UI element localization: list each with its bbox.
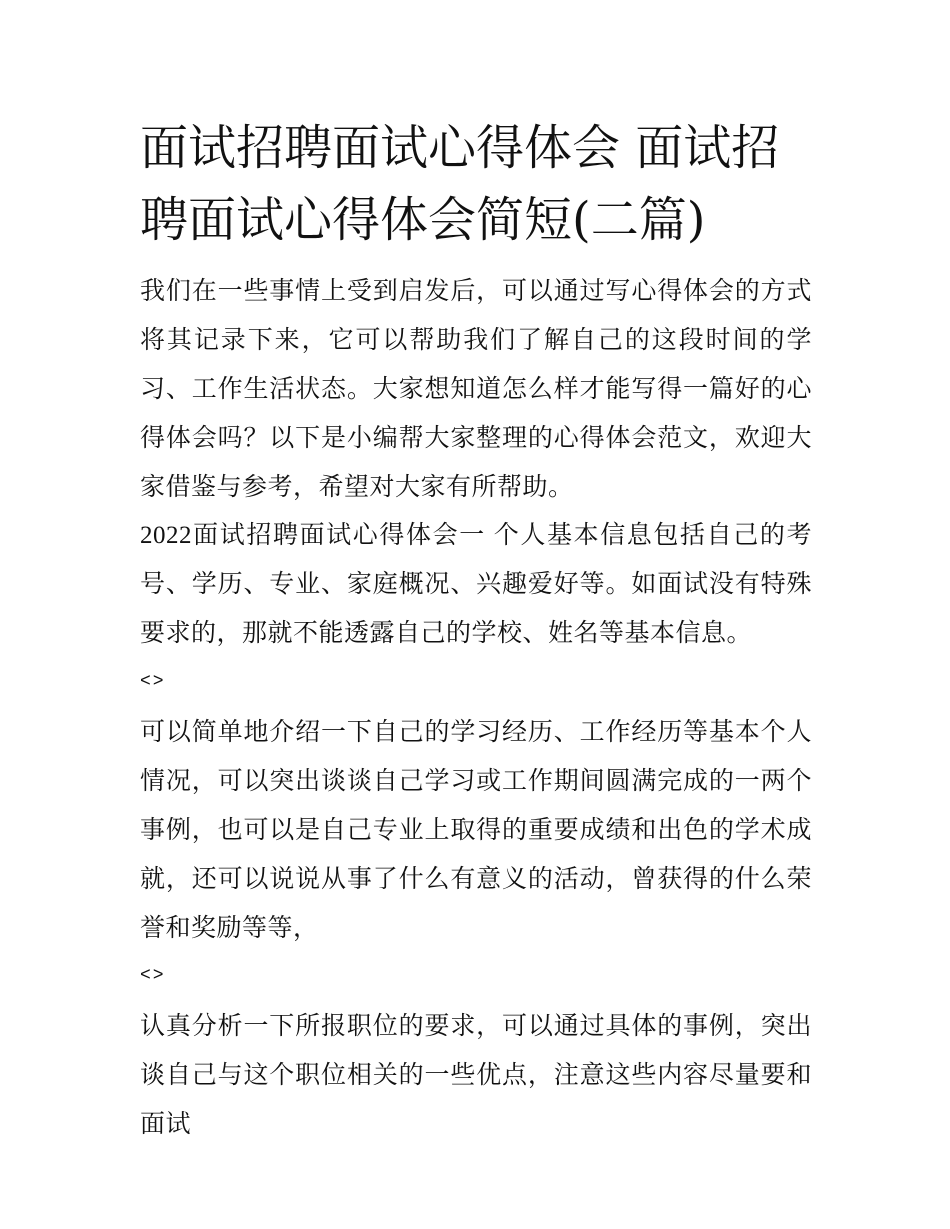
intro-paragraph: 我们在一些事情上受到启发后，可以通过写心得体会的方式将其记录下来，它可以帮助我们了解自己的这段时间的学习、工作生活状态。大家想知道怎么样才能写得一篇好的心得体会吗？以下是小编帮大家整理的心得体会范文，欢迎大家借鉴与参考，希望对大家有所帮助。 <box>140 276 812 501</box>
document-page <box>140 112 812 1148</box>
image-placeholder-marker: <> <box>140 966 166 986</box>
position-analysis-paragraph: 认真分析一下所报职位的要求，可以通过具体的事例，突出谈自己与这个职位相关的一些优点，注意这些内容尽量要和面试 <box>140 1011 812 1138</box>
section-1-lead-paragraph: 2022面试招聘面试心得体会一 个人基本信息包括自己的考号、学历、专业、家庭概况、兴趣爱好等。如面试没有特殊要求的，那就不能透露自己的学校、姓名等基本信息。 <box>140 522 812 647</box>
document-title: 面试招聘面试心得体会 面试招聘面试心得体会简短(二篇) <box>140 120 780 248</box>
image-placeholder-marker: <> <box>140 672 166 692</box>
experience-paragraph: 可以简单地介绍一下自己的学习经历、工作经历等基本个人情况，可以突出谈谈自己学习或工作期间圆满完成的一两个事例，也可以是自己专业上取得的重要成绩和出色的学术成就，还可以说说从事了什么有意义的活动，曾获得的什么荣誉和奖励等等， <box>140 717 812 942</box>
